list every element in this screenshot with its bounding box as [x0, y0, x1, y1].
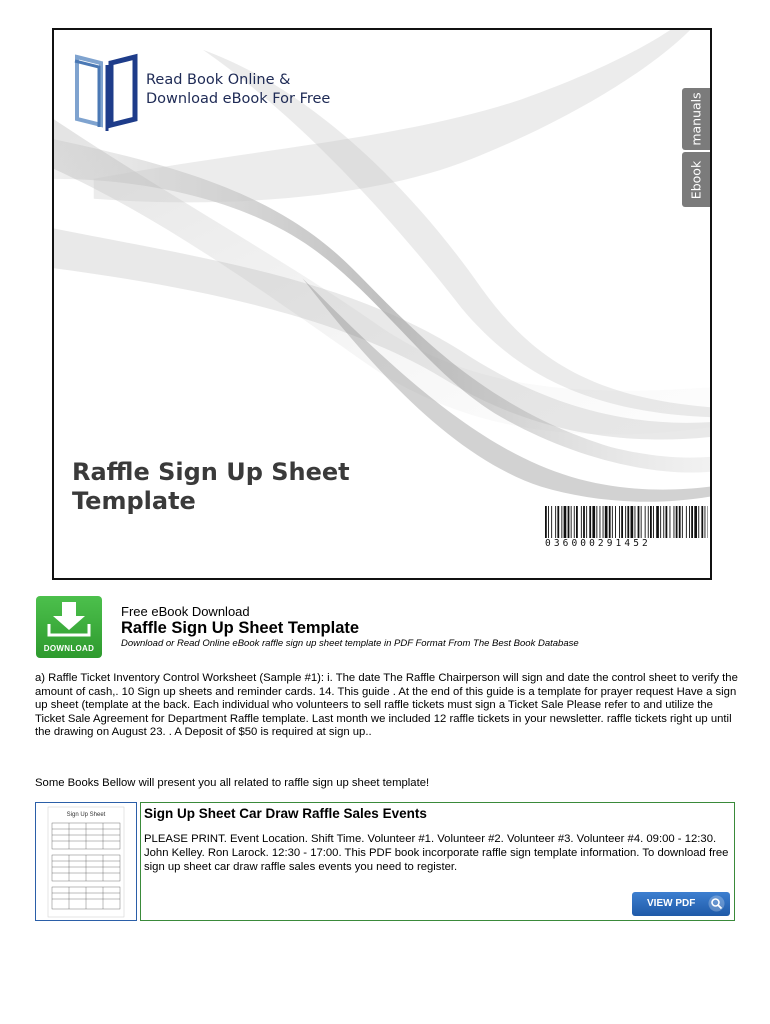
cover-title [72, 458, 402, 516]
barcode-bar [625, 506, 626, 538]
barcode-bar [674, 506, 675, 538]
book-thumbnail[interactable] [35, 802, 137, 921]
barcode-bar [621, 506, 623, 538]
page-subtitle: Download or Read Online eBook raffle sign up sheet template in PDF Format From The Best Book Database [121, 638, 579, 649]
barcode-bars [545, 506, 708, 538]
barcode-bar [666, 506, 668, 538]
barcode-bar [648, 506, 649, 538]
result-title[interactable]: Sign Up Sheet Car Draw Raffle Sales Events [144, 806, 427, 821]
barcode-bar [589, 506, 591, 538]
barcode-bar [571, 506, 572, 538]
download-button[interactable] [36, 596, 102, 658]
barcode-bar [635, 506, 636, 538]
barcode-bar [592, 506, 595, 538]
barcode-bar [600, 506, 601, 538]
barcode-bar [698, 506, 699, 538]
barcode-bar [605, 506, 608, 538]
thumbnail-sheet-graphic [36, 803, 136, 920]
barcode-bar [555, 506, 556, 538]
book-logo-icon [71, 51, 143, 133]
download-arrow-icon [46, 600, 92, 638]
barcode-bar [701, 506, 703, 538]
book-cover [52, 28, 712, 580]
barcode-bar [694, 506, 697, 538]
logo-tagline [146, 71, 330, 109]
magnifier-icon [708, 895, 725, 912]
result-card [140, 802, 735, 921]
barcode-bar [574, 506, 575, 538]
barcode-bar [679, 506, 681, 538]
barcode-bar [686, 506, 687, 538]
barcode-bar [609, 506, 611, 538]
barcode-bar [627, 506, 629, 538]
barcode-bar [557, 506, 559, 538]
barcode-bar [650, 506, 652, 538]
tab-ebook: Ebook [682, 152, 710, 207]
barcode-bar [638, 506, 640, 538]
barcode-bar [631, 506, 634, 538]
barcode-bar [586, 506, 587, 538]
logo-line-1: Read Book Online & [146, 72, 291, 88]
tab-manuals: manuals [682, 88, 710, 150]
thumb-heading: Sign Up Sheet [66, 812, 106, 818]
free-ebook-label: Free eBook Download [121, 604, 250, 619]
barcode-bar [705, 506, 706, 538]
barcode [545, 506, 708, 550]
barcode-bar [645, 506, 646, 538]
logo-line-2: Download eBook For Free [146, 91, 331, 107]
barcode-bar [564, 506, 567, 538]
barcode-bar [581, 506, 582, 538]
page-title: Raffle Sign Up Sheet Template [121, 619, 360, 637]
description-paragraph: a) Raffle Ticket Inventory Control Worksheet (Sample #1): i. The date The Raffle Chairperson will sign and date the control sheet to verify the amount of cash,. 10 Sign up sheets and reminder cards. 14. This guide . At the end of this guide is a template for prayer request Have a sign up sheet (template at the back. Each individual who volunteers to sell raffle tickets must sign a Ticket Sale Please refer to and utilize the Ticket Sale Agreement for Department Raffle template. Last month we included 12 raffle tickets in your newsletter. raffle tickets right up until the drawing on August 23. . A Deposit of $50 is required at sign up.. [35, 672, 738, 739]
barcode-bar [656, 506, 659, 538]
barcode-bar [676, 506, 678, 538]
view-pdf-button[interactable] [632, 892, 730, 916]
barcode-bar [653, 506, 654, 538]
barcode-bar [663, 506, 664, 538]
cover-title-line-2: Template [72, 487, 196, 515]
cover-title-line-1: Raffle Sign Up Sheet [72, 458, 350, 486]
barcode-number: 036000291452 [545, 538, 651, 549]
barcode-bar [551, 506, 552, 538]
barcode-bar [660, 506, 661, 538]
barcode-bar [596, 506, 597, 538]
barcode-bar [576, 506, 578, 538]
barcode-bar [583, 506, 585, 538]
barcode-bar [682, 506, 683, 538]
barcode-bar [561, 506, 562, 538]
barcode-bar [670, 506, 671, 538]
barcode-bar [548, 506, 549, 538]
download-button-label: DOWNLOAD [43, 644, 95, 653]
barcode-bar [615, 506, 616, 538]
result-description: PLEASE PRINT. Event Location. Shift Time. Volunteer #1. Volunteer #2. Volunteer #3. Volunteer #4. 09:00 - 12:30. John Kelley. Ron Larock. 12:30 - 17:00. This PDF book incorporate raffle sign template information. To download free sign up sheet car draw raffle sales events you need to register. [144, 833, 729, 873]
barcode-bar [603, 506, 604, 538]
barcode-bar [619, 506, 620, 538]
view-pdf-label: VIEW PDF [647, 898, 696, 909]
barcode-bar [689, 506, 690, 538]
barcode-bar [568, 506, 570, 538]
barcode-bar [545, 506, 547, 538]
barcode-bar [691, 506, 693, 538]
barcode-bar [641, 506, 642, 538]
side-tabs [682, 88, 710, 208]
related-books-intro: Some Books Bellow will present you all related to raffle sign up sheet template! [35, 777, 430, 789]
barcode-bar [612, 506, 613, 538]
